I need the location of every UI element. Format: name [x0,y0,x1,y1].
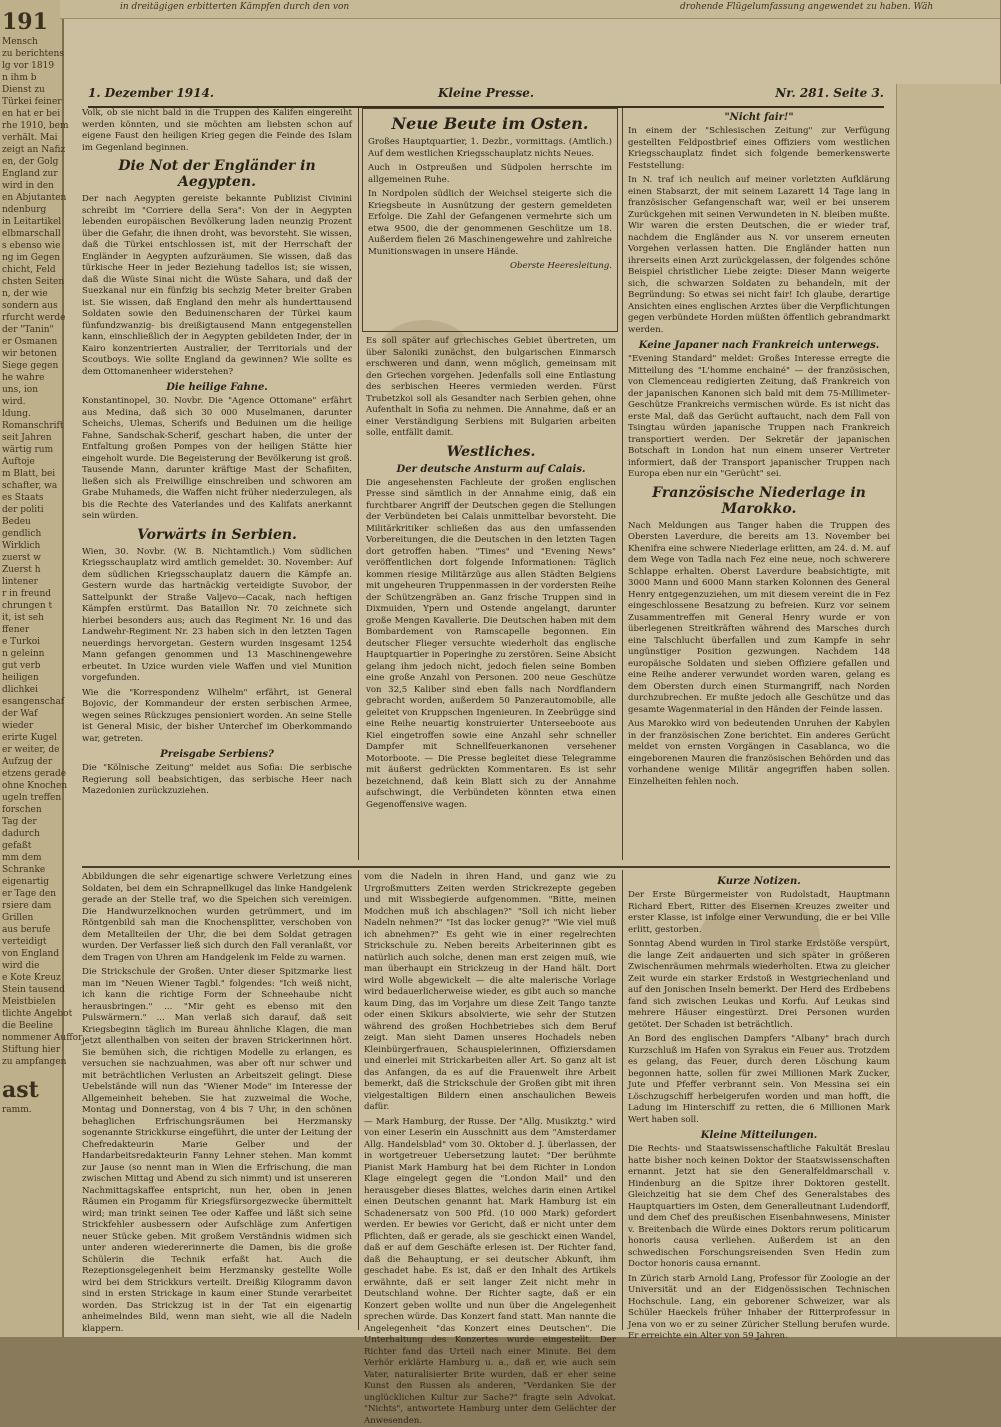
underpage-text-fragment: ramm. [0,1104,62,1116]
underpage-text-fragment: Romanschrift [0,420,62,432]
underpage-text-fragment: es Staats [0,492,62,504]
underpage-text-fragment: sondern aus [0,300,62,312]
underpage-text-fragment: Aufzug der [0,756,62,768]
underpage-text-fragment: Bedeu [0,516,62,528]
article-body: Die angesehensten Fachleute der großen englischen Presse sind sämtlich in der Annahme einig, daß ein furchtbarer Angriff der Deutschen gegen die Stellungen der Verbündeten bei Calais unmittelbar bevorsteht. Die Militärkritiker schließen das aus den umfassenden Vorbereitungen, die die Deutschen in den letzten Tagen dort getroffen haben. "Times" und "Evening News" veröffentlichen dort folgende Informationen: Täglich kommen riesige Militärzüge aus allen Städten Belgiens mit ungeheuren Truppenmassen in der vordersten Reihe der Schützengräben an. Ganz frische Truppen sind in Dixmuiden, Ypern und Ostende angelangt, darunter große Mengen Kavallerie. Die Deutschen haben mit dem Bombardement von Ramscapelle begonnen. Ein deutscher Flieger versuchte wiederholt das englische Hauptquartier in Poperinghe zu zerstören. Seine Absicht gelang ihm jedoch nicht, jedoch fielen seine Bomben eine große Anzahl von Personen. 200 neue Geschütze von 32,5 Kaliber sind eben falls nach Nordflandern gebracht worden, außerdem 50 Panzerautomobile, alle geleitet von Kruppschen Ingenieuren. In Zeebrügge sind eine Reihe neuartig konstruierter Unterseeboote aus Kiel eingetroffen sowie eine Anzahl sehr schneller Dampfer mit Schnellfeuerkanonen versehener Motorboote. — Die Presse begleitet diese Telegramme mit äußerst gedrückten Kommentaren. Es ist sehr bezeichnend, daß kein Blatt sich zu der Annahme aufschwingt, die Verbündeten könnten etwa einen Gegenoffensive wagen. [366,478,616,812]
article-body: Aus Marokko wird von bedeutenden Unruhen der Kabylen in der französischen Zone berichtet. Ein anderes Gerücht meldet von ernsten Vorgängen in Casablanca, wo die eingeborenen Mauren die französischen Behörden und das vorhandene wenige Militär angegriffen haben sollen. Einzelheiten fehlen noch. [628,719,890,788]
underpage-text-fragment: gendlich [0,528,62,540]
top-strip-right-text: drohende Flügelumfassung angewendet zu haben. Wäh [680,2,933,12]
underpage-text-fragment: e Kote Kreuz [0,972,62,984]
article-body: Es soll später auf griechisches Gebiet übertreten, um über Saloniki zunächst, den bulgarischen Einmarsch erschweren und dann, wenn möglich, gemeinsam mit den Griechen vorgehen. Jedenfalls soll eine Entlastung des serbischen Heeres vermieden werden. Fürst Trubetzkoi soll als Gesandter nach Serbien gehen, ohne Aufenthalt in Sofia zu nehmen. Die Annahme, daß er an einer Verständigung Serbiens mit Bulgarien arbeiten solle, entfällt damit. [366,336,616,440]
underpage-text-fragment: Wirklich [0,540,62,552]
underpage-text-fragment: die Beeline [0,1020,62,1032]
underpage-text-fragment: heiligen [0,672,62,684]
article-heading: Die heilige Fahne. [82,382,352,393]
article-heading: Kurze Notizen. [628,876,890,887]
header-page-number: Nr. 281. Seite 3. [775,86,884,100]
underpage-text-fragment: von England [0,948,62,960]
underpage-text-fragment: lintener [0,576,62,588]
underpage-text-fragment: der Waf [0,708,62,720]
article-body: An Bord des englischen Dampfers "Albany" brach durch Kurzschluß im Hafen von Syrakus ein Feuer aus. Trotzdem es gelang, das Feuer, durch deren Löschung kaum begonnen hatte, sollen für zwei Millionen Mark Zucker, Jute und Pfeffer verbrannt sein. Von Messina sei ein Löschzugschiff herbeigerufen worden und man hofft, die Ladung im Hinterschiff zu retten, die 6 Millionen Mark Wert haben soll. [628,1034,890,1126]
underpage-text-fragment: erirte Kugel [0,732,62,744]
page-margin [896,84,1001,1337]
underpage-text-fragment: ng im Gegen [0,252,62,264]
article-body: Wie die "Korrespondenz Wilhelm" erfährt, ist General Bojovic, der Kommandeur der ersten serbischen Armee, wegen seines Rückzuges pensioniert worden. An seine Stelle ist General Misic, der bisher Unterchef im Oberkommando war, getreten. [82,688,352,746]
bottom-column-2 [364,872,616,1327]
underpage-text-fragment: ldung. [0,408,62,420]
underpage-text-fragment: mm dem [0,852,62,864]
column-rule [622,108,623,860]
underpage-text-fragment: verhält. Mai [0,132,62,144]
column-3 [628,108,890,868]
underpage-text-fragment: gut verb [0,660,62,672]
underpage-text-fragment: er Osmanen [0,336,62,348]
article-body: Der nach Aegypten gereiste bekannte Publizist Civinini schreibt im "Corriere della Sera": Von der in Aegypten lebenden europäischen Bevölkerung laden neunzig Prozent über die Gefahr, die ihnen droht, was bevorsteht. Sie wissen, daß die Türkei entschlossen ist, mit der Herrschaft der Engländer in Aegypten aufzuräumen. Sie wissen, daß das türkische Heer in jeder Beziehung tadellos ist; sie wissen, daß die Wüste Sinai nicht die Wüste Sahara, und daß der Suezkanal nur ein fünfzig bis sechzig Meter breiter Graben ist. Sie wissen, daß England den mehr als hunderttausend Soldaten sowie den Beduinenscharen der Türkei kaum fünfundzwanzig- bis dreißigtausend Mann entgegenstellen kann, einschließlich der in Aegypten gebildeten Inder, der in Kairo konzentrierten Australier, der Territorials und der Scoutboys. Wie sollte England da gewinnen? Wie sollte es dem Ottomanenheer widerstehen? [82,194,352,378]
underpage-text-fragment: Siege gegen [0,360,62,372]
underpage-text-fragment: verteidigt [0,936,62,948]
underpage-text-fragment: n ihm b [0,72,62,84]
column-rule [358,870,359,1330]
underpage-text-fragment: wir betonen [0,348,62,360]
previous-page-strip [60,0,1000,19]
header-date: 1. Dezember 1914. [88,86,214,100]
article-body: In Nordpolen südlich der Weichsel steigerte sich die Kriegsbeute in Ausnützung der gestern gemeldeten Erfolge. Die Zahl der Gefangenen vermehrte sich um etwa 9500, die der genommenen Geschütze um 18. Außerdem fielen 26 Maschinengewehre und zahlreiche Munitionswagen in unsere Hände. [368,189,612,258]
underpage-text-fragment: er Tage den [0,888,62,900]
underpage-text-fragment: wird die [0,960,62,972]
article-body: Großes Hauptquartier, 1. Dezbr., vormittags. (Amtlich.) Auf dem westlichen Kriegsschauplatz nichts Neues. [368,137,612,160]
underpage-text-fragment: dlichkei [0,684,62,696]
underpage-text-fragment: er weiter, de [0,744,62,756]
underpage-text-fragment: en Abjutanten [0,192,62,204]
underpage-text-fragment: in Leitartikel [0,216,62,228]
underpage-text-fragment: esangenschaf [0,696,62,708]
article-heading: Vorwärts in Serbien. [82,527,352,543]
underpage-text-fragment: chsten Seiten [0,276,62,288]
underpage-text-fragment: en, der Golg [0,156,62,168]
article-body: In Zürich starb Arnold Lang, Professor für Zoologie an der Universität und an der Eidgenössischen Technischen Hochschule. Lang, ein geborener Schweizer, war als Schüler Haeckels früher Inhaber der Ritterprofessur in Jena von wo er zu seiner Züricher Stellung berufen wurde. Er erreichte ein Alter von 59 Jahren. [628,1274,890,1343]
column-rule [358,108,359,860]
underpage-text-fragment: Dienst zu [0,84,62,96]
underpage-text-fragment: Zuerst h [0,564,62,576]
underpage-text-fragment: tlichte Angebot [0,1008,62,1020]
article-body: Die Strickschule der Großen. Unter dieser Spitzmarke liest man im "Neuen Wiener Tagbl." folgendes: "Ich weiß nicht, ich kann die richtige Form der Schneehaube nicht herausbringen." ... "Mir geht es ebenso mit den Pulswärmern." ... Man verlaß sich darauf, daß seit Kriegsbeginn täglich im Bureau ähnliche Klagen, die man jetzt allenthalben von seiten der braven Strickerinnen hört. Sie bemühen sich, die richtigen Modelle zu erlangen, es versuchen sie nachzuahmen, was aber oft nur schwer und mit beträchtlichen Verlusten an Arbeitszeit gelingt. Diese Uebelstände will nun das "Wiener Mode" im Interesse der Allgemeinheit beheben. Sie hat zuzweimal die Woche, Montag und Donnerstag, von 4 bis 7 Uhr, in den schönen behaglichen Erfrischungsräumen bei Herzmansky sogenannte Strickkurse eingeführt, die unter der Leitung der Chefredakteurin Marie Gelber und der Handarbeitsredakteurin Fanny Lehner stehen. Man kommt zur Jause (so nennt man in Wien die Erfrischung, die man zwischen Mittag und Abend zu sich nimmt) und ist unsereren Nachmittagskaffee entspricht, nun her, oben in jenen Räumen ein Progamm für Kriegsfürsorgezwecke übermittelt wird; man trinkt seinen Tee oder Kaffee und läßt sich seine Strickfehler ausbessern oder Aufschläge zum Anfertigen neuer Stücke geben. Mit großem Verständnis widmen sich unter anderen wiedererinnerte die Damen, bis die große Schülerin die Technik erfaßt hat. Auch die Rezeptionsgelegenheit beim Herzmansky gestellte Wolle wird bei dem Strickkurs verteilt. Dreißig Kilogramm davon sind in ersten Strickage in kaum einer Stunde verarbeitet worden. Das Strickzug ist in der Tat ein eigenartig anheimelndes Bild, wenn man sieht, wie all die Nadeln klappern. [82,967,352,1335]
article-heading: Neue Beute im Osten. [368,114,612,133]
underpage-text-fragment: der politi [0,504,62,516]
underpage-text-fragment: England zur [0,168,62,180]
article-signature: Oberste Heeresleitung. [368,261,612,273]
underpage-text-fragment: der "Tanin" [0,324,62,336]
underpage-text-fragment: Stiftung hier [0,1044,62,1056]
article-intro: Volk, ob sie nicht bald in die Truppen des Kalifen eingereiht werden könnten, und sie möchten am liebsten schon auf eigene Faust den heiligen Krieg gegen die Feinde des Islam im Gegenland beginnen. [82,108,352,154]
underpage-text-fragment: uns, ion [0,384,62,396]
underpage-text-fragment: rfurcht werde [0,312,62,324]
underpage-text-fragment: Türkei feiner [0,96,62,108]
underpage-text-fragment: zeigt an Nafiz [0,144,62,156]
feuilleton-rule [82,866,890,868]
column-2 [366,336,616,861]
underpage-text-fragment: wieder [0,720,62,732]
article-body: Sonntag Abend wurden in Tirol starke Erdstöße verspürt, die lange Zeit andauerten und sich später in größeren Zwischenräumen mehrmals wiederholten. Etwa zu gleicher Zeit wurde ein starker Erdstoß in Westgriechenland und auf den Jonischen Inseln bemerkt. Der Herd des Erdbebens fand sich zwischen Leukas und Korfu. Auf Leukas sind mehrere Häuser eingestürzt. Drei Personen wurden getötet. Der Schaden ist beträchtlich. [628,939,890,1031]
article-body: Nach Meldungen aus Tanger haben die Truppen des Obersten Laverdure, die bereits am 13. November bei Khenifra eine schwere Niederlage erlitten, am 24. d. M. auf dem Wege von Tadla nach Fez eine neue, noch schwerere Schlappe erhalten. Oberst Laverdure beabsichtigte, mit 3000 Mann und 6000 Mann starken Kolonnen des General Henry entgegenzuziehen, um mit diesem vereint die in Fez eingeschlossene Besatzung zu befreien. Kurz vor seinem Zusammentreffen mit General Henry wurde er von überlegenen Streitkräften während des Marsches durch eine Talschlucht überfallen und zum Kampfe in sehr ungünstiger Position gezwungen. Nachdem 148 europäische Soldaten und sieben Offiziere gefallen und eine Reihe anderer verwundet worden waren, gelang es dem Obersten durch einen Sturmangriff, nach Norden durchzubrechen. Er mußte jedoch alle Geschütze und das gesamte Wagenmaterial in den Händen der Feinde lassen. [628,521,890,717]
column-rule [622,870,623,1330]
underpage-text-fragment: aus berufe [0,924,62,936]
underpage-text-fragment: etzens gerade [0,768,62,780]
underpage-text-fragment: Grillen [0,912,62,924]
underpage-text-fragment: 191 [0,8,62,36]
underpage-text-fragment: he wahre [0,372,62,384]
article-body: Abbildungen die sehr eigenartige schwere Verletzung eines Soldaten, bei dem ein Schrapnellkugel das linke Handgelenk gerade an der Stelle traf, wo die Speichen sich vereinigen. Die Handwurzelknochen wurden getrümmert, und im Röntgenbild sah man die Knochensplitter, verschoben von dem Metallteilen der Uhr, die bei dem Soldat getragen wurden. Der Verfasser ließ sich durch den Fall veranlaßt, vor dem Tragen von Uhren am Handgelenk im Felde zu warnen. [82,872,352,964]
column-2-bulletin [368,110,612,330]
underpage-text-fragment: wird. [0,396,62,408]
article-body: Wien, 30. Novbr. (W. B. Nichtamtlich.) Vom südlichen Kriegsschauplatz wird amtlich gemeldet: 30. November: Auf dem südlichen Kriegsschauplatz dauern die Kämpfe an. Gestern wurde das hartnäckig verteidigte Suvobor, der Sattelpunkt der Straße Valjevo—Cacak, nach heftigen Kämpfen erstürmt. Das Bataillon Nr. 70 zeichnete sich hierbei besonders aus; auch das Regiment Nr. 16 und das Landwehr-Regiment Nr. 23 haben sich in den letzten Tagen neuerdings hervorgetan. Gestern wurden insgesamt 1254 Mann gefangen genommen und 13 Maschinengewehre erbeutet. In Uzice wurden viele Waffen und viel Munition vorgefunden. [82,547,352,685]
underpage-text-fragment: seit Jahren [0,432,62,444]
underpage-text-fragment: Schranke [0,864,62,876]
article-heading: Französische Niederlage in Marokko. [628,485,890,517]
underpage-text-fragment: eigenartig [0,876,62,888]
article-subheading: Der deutsche Ansturm auf Calais. [366,464,616,475]
article-heading: Westliches. [366,444,616,460]
page-header [88,84,884,108]
underpage-text-fragment: nommener Auffor [0,1032,62,1044]
article-heading: Preisgabe Serbiens? [82,749,352,760]
article-heading: "Nicht fair!" [628,112,890,123]
underlying-page-fragment [0,0,64,1337]
underpage-text-fragment: ohne Knochen [0,780,62,792]
article-heading: Keine Japaner nach Frankreich unterwegs. [628,340,890,351]
underpage-text-fragment: wird in den [0,180,62,192]
top-strip-left-text: in dreitägigen erbitterten Kämpfen durch den von [120,2,349,12]
article-body: In einem der "Schlesischen Zeitung" zur Verfügung gestellten Feldpostbrief eines Offiziers vom westlichen Kriegsschauplatz findet sich folgende bemerkenswerte Feststellung: [628,126,890,172]
underpage-text-fragment: forschen [0,804,62,816]
underpage-text-fragment: r in freund [0,588,62,600]
underpage-text-fragment: zu ampfangen [0,1056,62,1068]
article-body: vom die Nadeln in ihren Hand, und ganz wie zu Urgroßmutters Zeiten werden Strickrezepte gegeben und mit Wissbegierde aufgenommen. "Bitte, meinen Modchen muß ich abschlagen?" "Soll ich nicht lieber Nadeln nehmen?" "Ist das locker genug?" "Wie viel muß ich abnehmen?" Es geht wie in einer regelrechten Strickschule zu. Neben bereits Arbeiterinnen gibt es natürlich auch solche, denen man erst zeigen muß, wie man überhaupt ein Strickzeug in der Hand hält. Dort wird Wolle abgewickelt — die alte malerische Vorlage wird bedauerlicherweise wieder, es gibt auch so manche kaum Ding, das im Vorjahre um diese Zeit Tango tanzte oder einen Skikurs absolvierte, wie sehr der Stutzen während des großen Hochbetriebes sich dem Beruf zeigt. Man sieht Damen unseres Hochadels neben Kleinbürgerfrauen, Schauspielerinnen, Offiziersdamen und einerlei mit Strickarbeiten aller Art. So ganz alt ist das Anfangen, da es auf die Frauenwelt ihre Arbeit bemerkt, daß die Strickschule der Großen gibt mit ihren vielgestaltigen Bildern einen anschaulichen Beweis dafür. [364,872,616,1114]
article-body: Auch in Ostpreußen und Südpolen herrschte im allgemeinen Ruhe. [368,163,612,186]
article-body: Konstantinopel, 30. Novbr. Die "Agence Ottomane" erfährt aus Medina, daß sich 30 000 Muselmanen, darunter Scheichs, Ulemas, Scherifs und Beduinen um die heilige Fahne, Sandschak-Scherif, geschart haben, die unter der Entfaltung großen Pompes von der heiligen Stätte hier eingeholt wurde. Die Begeisterung der Bevölkerung ist groß. Tausende Mann, darunter kräftige Mast der Schafiiten, ließen sich als Freiwillige einschreiben und schworen am Grabe Muhameds, die Waffen nicht früher niederzulegen, als bis die Rechte des Vaterlandes und des Kalifats anerkannt sein würden. [82,396,352,523]
underpage-text-fragment: m Blatt, bei [0,468,62,480]
underpage-text-fragment: en hat er bei [0,108,62,120]
underpage-text-fragment: elbmarschall [0,228,62,240]
underpage-text-fragment: zuerst w [0,552,62,564]
underpage-text-fragment: Auftoje [0,456,62,468]
article-body: Die "Kölnische Zeitung" meldet aus Sofia: Die serbische Regierung soll beabsichtigen, das serbische Heer nach Mazedonien zurückzuziehen. [82,763,352,798]
underpage-text-fragment: chrungen t [0,600,62,612]
underpage-text-fragment: it, ist seh [0,612,62,624]
underpage-text-fragment: ffener [0,624,62,636]
article-heading: Kleine Mitteilungen. [628,1130,890,1141]
underpage-text-fragment: e Turkoi [0,636,62,648]
underpage-text-fragment: lg vor 1819 [0,60,62,72]
underpage-text-fragment: rhe 1910, bem [0,120,62,132]
bottom-column-1 [82,872,352,1327]
article-body: "Evening Standard" meldet: Großes Interesse erregte die Mitteilung des "L'homme enchainé" — der französischen, von Clemenceau redigierten Zeitung, daß Frankreich von der japanischen Kanonen sich bald mit dem 75-Millimeter-Geschütze Frankreichs vermischen würde. Es ist nicht das erste Mal, daß das Gerücht auftaucht, nach dem Fall von Tsingtau würden japanische Truppen nach Frankreich transportiert werden. Der Sekretär der japanischen Botschaft in London hat nun einem unserer Vertreter informiert, daß der Transport japanischer Truppen nach Europa eben nur ein "Gerücht" sei. [628,354,890,481]
underpage-text-fragment: Mensch [0,36,62,48]
underpage-text-fragment: gefaßt [0,840,62,852]
underpage-text-fragment: wärtig rum [0,444,62,456]
column-1 [82,108,352,868]
underpage-text-fragment: ast [0,1076,62,1104]
underpage-text-fragment: chicht, Feld [0,264,62,276]
underpage-text-fragment: s ebenso wie [0,240,62,252]
underpage-text-fragment: n geleinn [0,648,62,660]
underpage-text-fragment: Tag der [0,816,62,828]
article-body: Der Erste Bürgermeister von Rudolstadt, Hauptmann Richard Ebert, Ritter des Eisernen Kreuzes zweiter und erster Klasse, ist infolge einer Verwundung, die er bei Ville erlitt, gestorben. [628,890,890,936]
header-title: Kleine Presse. [438,86,534,100]
underpage-text-fragment: n, der wie [0,288,62,300]
underpage-text-fragment: Stein tausend [0,984,62,996]
underpage-text-fragment: rsiere dam [0,900,62,912]
article-body: In N. traf ich neulich auf meiner vorletzten Aufklärung einen Stabsarzt, der mit seinem Lazarett 14 Tage lang in französischer Gefangenschaft war, weil er bei unserem Zurückgehen mit seinen Verwundeten in N. bleiben mußte. Wir waren die ersten Deutschen, die er wieder traf, nachdem die Engländer aus N. vor unserem erneuten Vorgehen verlassen hatten. Die Engländer hatten nun ihrerseits einen Arzt zurückgelassen, der folgendes schöne Beispiel christlicher Liebe zeigte: Dieser Mann weigerte sich, die schwarzen Soldaten zu behandeln, mit der Begründung: So etwas sei nicht fair! Ich glaube, derartige Ansichten eines englischen Arztes über die Verpflichtungen gegen verbündete Horden müßten öffentlich gebrandmarkt werden. [628,175,890,336]
underpage-text-fragment: dadurch [0,828,62,840]
underpage-text-fragment: schafter, wa [0,480,62,492]
underpage-text-fragment: zu berichtens [0,48,62,60]
article-body: — Mark Hamburg, der Russe. Der "Allg. Musikztg." wird von einer Leserin ein Ausschnitt aus dem "Amsterdamer Allg. Handelsblad" vom 30. Oktober d. J. überlassen, der in wortgetreuer Uebersetzung lautet: "Der berühmte Pianist Mark Hamburg hat bei dem Richter in London Klage eingelegt gegen die "London Mail" und den herausgeber dieses Blattes, welches darin einen Artikel einen Deutschen genannt hat. Mark Hamburg ist ein Schadenersatz von 500 Pfd. (10 000 Mark) gefordert werden. Er bewies vor Gericht, daß er nicht unter dem Pflichten, daß er gerade, als sie geschickt einen Wandel, daß er auf dem Geschäfte erlesen ist. Der Richter fand, daß die Behauptung, er sei deutscher Abkunft, ihm geschadet habe. Es ist, daß er den Inhalt des Artikels erwähnte, daß er seit langer Zeit nicht mehr in Deutschland wohne. Der Richter sagte, daß er ein Konzert geben wollte und nun über die Angelegenheit sprechen würde. Das Konzert fand statt. Man nannte die Angelegenheit "das Konzert eines Deutschen". Die Unterhaltung des Konzertes wurde eingestellt. Der Richter fand das Urteil nach einer Minute. Bei dem Verhör erklärte Hamburg u. a., daß er, wie auch sein Vater, naturalisierter Brite wurden, daß er eher seine Kunst den Russen als anderen, "Verdanken Sie der unglücklichen Kultur zur Sache?" fragte sein Advokat. "Nichts", antwortete Hamburg unter dem Gelächter der Anwesenden. [364,1117,616,1427]
bottom-column-3 [628,872,890,1327]
underpage-text-fragment: ndenburg [0,204,62,216]
article-heading: Die Not der Engländer in Aegypten. [82,158,352,190]
underpage-text-fragment: Meistbielen [0,996,62,1008]
article-body: Die Rechts- und Staatswissenschaftliche Fakultät Breslau hatte bisher noch keinen Doktor der Staatswissenschaften ernannt. Jetzt hat sie den Generalfeldmarschall v. Hindenburg an die Spitze ihrer Doktoren gestellt. Gleichzeitig hat sie dem Chef des Generalstabes des Hauptquartiers im Osten, dem Generalleutnant Ludendorff, und dem Chef des preußischen Eisenbahnwesens, Minister v. Breitenbach die Würde eines Doktors rerum politicarum honoris causa verliehen. Außerdem ist an den schwedischen Forschungsreisenden Sven Hedin zum Doctor honoris causa ernannt. [628,1144,890,1271]
underpage-text-fragment: ugeln treffen [0,792,62,804]
